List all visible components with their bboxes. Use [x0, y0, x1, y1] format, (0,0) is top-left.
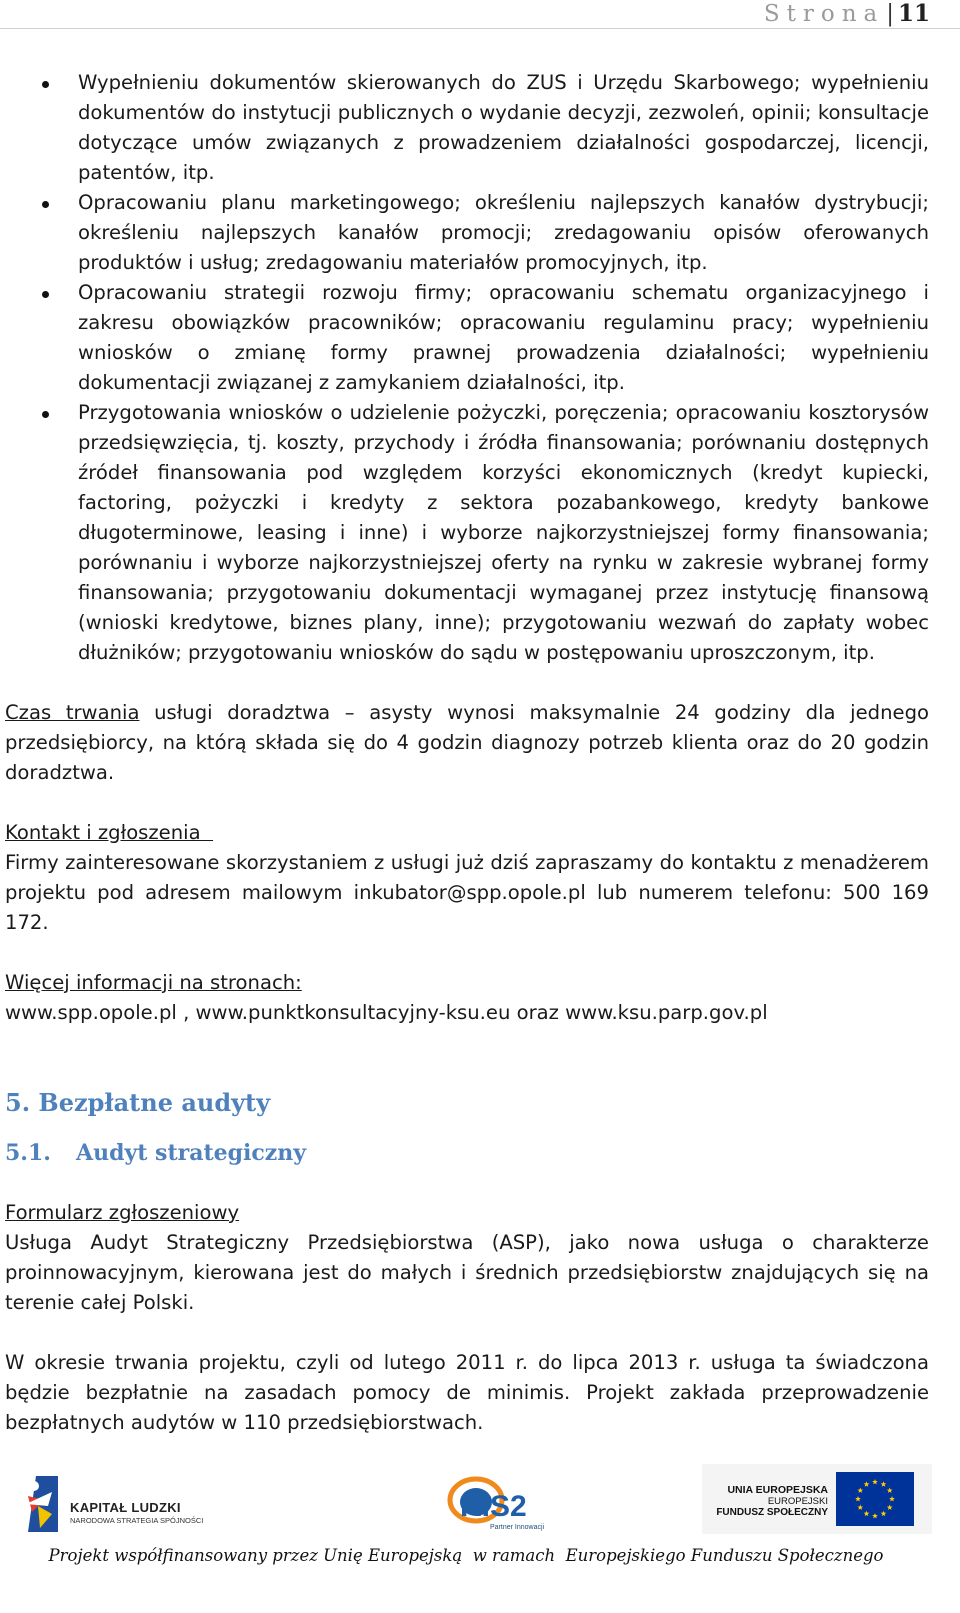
period-text: W okresie trwania projektu, czyli od lutego 2011 r. do lipca 2013 r. usługa ta świadczona będzie bezpłatnie na zasadach pomocy de minimis. Projekt zakłada przeprowadzenie bezpłatnych audytów w 110 przedsiębiorstwach.	[5, 1351, 929, 1434]
services-bullet-list	[5, 68, 929, 668]
eu-flag-icon	[836, 1472, 914, 1526]
bullet-item: Opracowaniu planu marketingowego; określeniu najlepszych kanałów dystrybucji; określeniu najlepszych kanałów promocji; zredagowaniu opisów oferowanych produktów i usług; zredagowaniu materiałów promocyjnych, itp.	[78, 188, 929, 278]
form-heading: Formularz zgłoszeniowy	[5, 1201, 240, 1224]
document-body	[5, 68, 929, 1438]
page-number-label: Strona| 11	[763, 0, 930, 27]
kl-subtitle: NARODOWA STRATEGIA SPÓJNOŚCI	[70, 1516, 204, 1525]
kl-title: KAPITAŁ LUDZKI	[70, 1500, 181, 1515]
duration-paragraph	[5, 698, 929, 788]
more-info-heading: Więcej informacji na stronach:	[5, 971, 302, 994]
bullet-item: Przygotowania wniosków o udzielenie pożyczki, poręczenia; opracowaniu kosztorysów przedsięwzięcia, tj. koszty, przychody i źródła finansowania; porównaniu dostępnych źródeł finansowania pod względem korzyści ekonomicznych (kredyt kupiecki, factoring, pożyczki i kredyty z sektora pozabankowego, kredyty bankowe długoterminowe, leasing i inne) i wyborze najkorzystniejszej formy finansowania; porównaniu i wyborze najkorzystniejszej oferty na rynku w zakresie wybranej formy finansowania; przygotowaniu dokumentacji wymaganej przez instytucję finansową (wnioski kredytowe, biznes plany, inne); przygotowaniu wezwań do zapłaty wobec dłużników; przygotowaniu wniosków do sądu w postępowaniu uproszczonym, itp.	[78, 398, 929, 668]
contact-heading: Kontakt i zgłoszenia	[5, 821, 214, 844]
section-5-1-number: 5.1.	[5, 1140, 51, 1166]
section-5-title: Bezpłatne audyty	[38, 1088, 271, 1117]
contact-text: Firmy zainteresowane skorzystaniem z usługi już dziś zapraszamy do kontaktu z menadżerem projektu pod adresem mailowym inkubator@spp.opole.pl lub numerem telefonu: 500 169 172.	[5, 851, 929, 934]
duration-label: Czas trwania	[5, 701, 140, 724]
page-number: 11	[897, 0, 930, 27]
page-header	[0, 0, 960, 29]
page-word: Strona	[763, 1, 885, 27]
section-5-1-title: Audyt strategiczny	[76, 1140, 307, 1166]
footer-caption: Projekt współfinansowany przez Unię Europejską w ramach Europejskiego Funduszu Społecznego	[48, 1546, 884, 1565]
section-5-1-heading	[5, 1138, 929, 1168]
ris2-logo-text: RIS2	[460, 1490, 527, 1523]
section-5-number: 5.	[5, 1088, 31, 1117]
kapital-ludzki-logo	[22, 1472, 222, 1538]
eu-line-1: UNIA EUROPEJSKA	[727, 1484, 828, 1496]
form-text: Usługa Audyt Strategiczny Przedsiębiorstwa (ASP), jako nowa usługa o charakterze proinnowacyjnym, kierowana jest do małych i średnich przedsiębiorstw znajdujących się na terenie całej Polski.	[5, 1231, 929, 1314]
section-5-heading	[5, 1088, 929, 1118]
ris2-emblem-icon	[446, 1476, 556, 1526]
more-info-links: www.spp.opole.pl , www.punktkonsultacyjny-ksu.eu oraz www.ksu.parp.gov.pl	[5, 1001, 768, 1024]
bullet-item: Wypełnieniu dokumentów skierowanych do ZUS i Urzędu Skarbowego; wypełnieniu dokumentów do instytucji publicznych o wydanie decyzji, zezwoleń, opinii; konsultacje dotyczące umów związanych z prowadzeniem działalności gospodarczej, licencji, patentów, itp.	[78, 68, 929, 188]
eu-line-3: FUNDUSZ SPOŁECZNY	[716, 1507, 828, 1518]
eu-efs-text	[716, 1484, 828, 1518]
ris2-logo	[446, 1476, 556, 1540]
duration-text: usługi doradztwa – asysty wynosi maksymalnie 24 godziny dla jednego przedsiębiorcy, na którą składa się do 4 godzin diagnozy potrzeb klienta oraz do 20 godzin doradztwa.	[5, 701, 929, 784]
eu-efs-logo	[702, 1464, 932, 1534]
ris2-subtitle: Partner Innowacji	[490, 1524, 545, 1531]
eu-line-2: EUROPEJSKI	[767, 1496, 828, 1507]
kapital-ludzki-emblem-icon	[22, 1472, 64, 1534]
bullet-item: Opracowaniu strategii rozwoju firmy; opracowaniu schematu organizacyjnego i zakresu obowiązków pracowników; opracowaniu regulaminu pracy; wypełnieniu wniosków o zmianę formy prawnej prowadzenia działalności; wypełnieniu dokumentacji związanej z zamykaniem działalności, itp.	[78, 278, 929, 398]
kapital-ludzki-text	[70, 1500, 203, 1525]
